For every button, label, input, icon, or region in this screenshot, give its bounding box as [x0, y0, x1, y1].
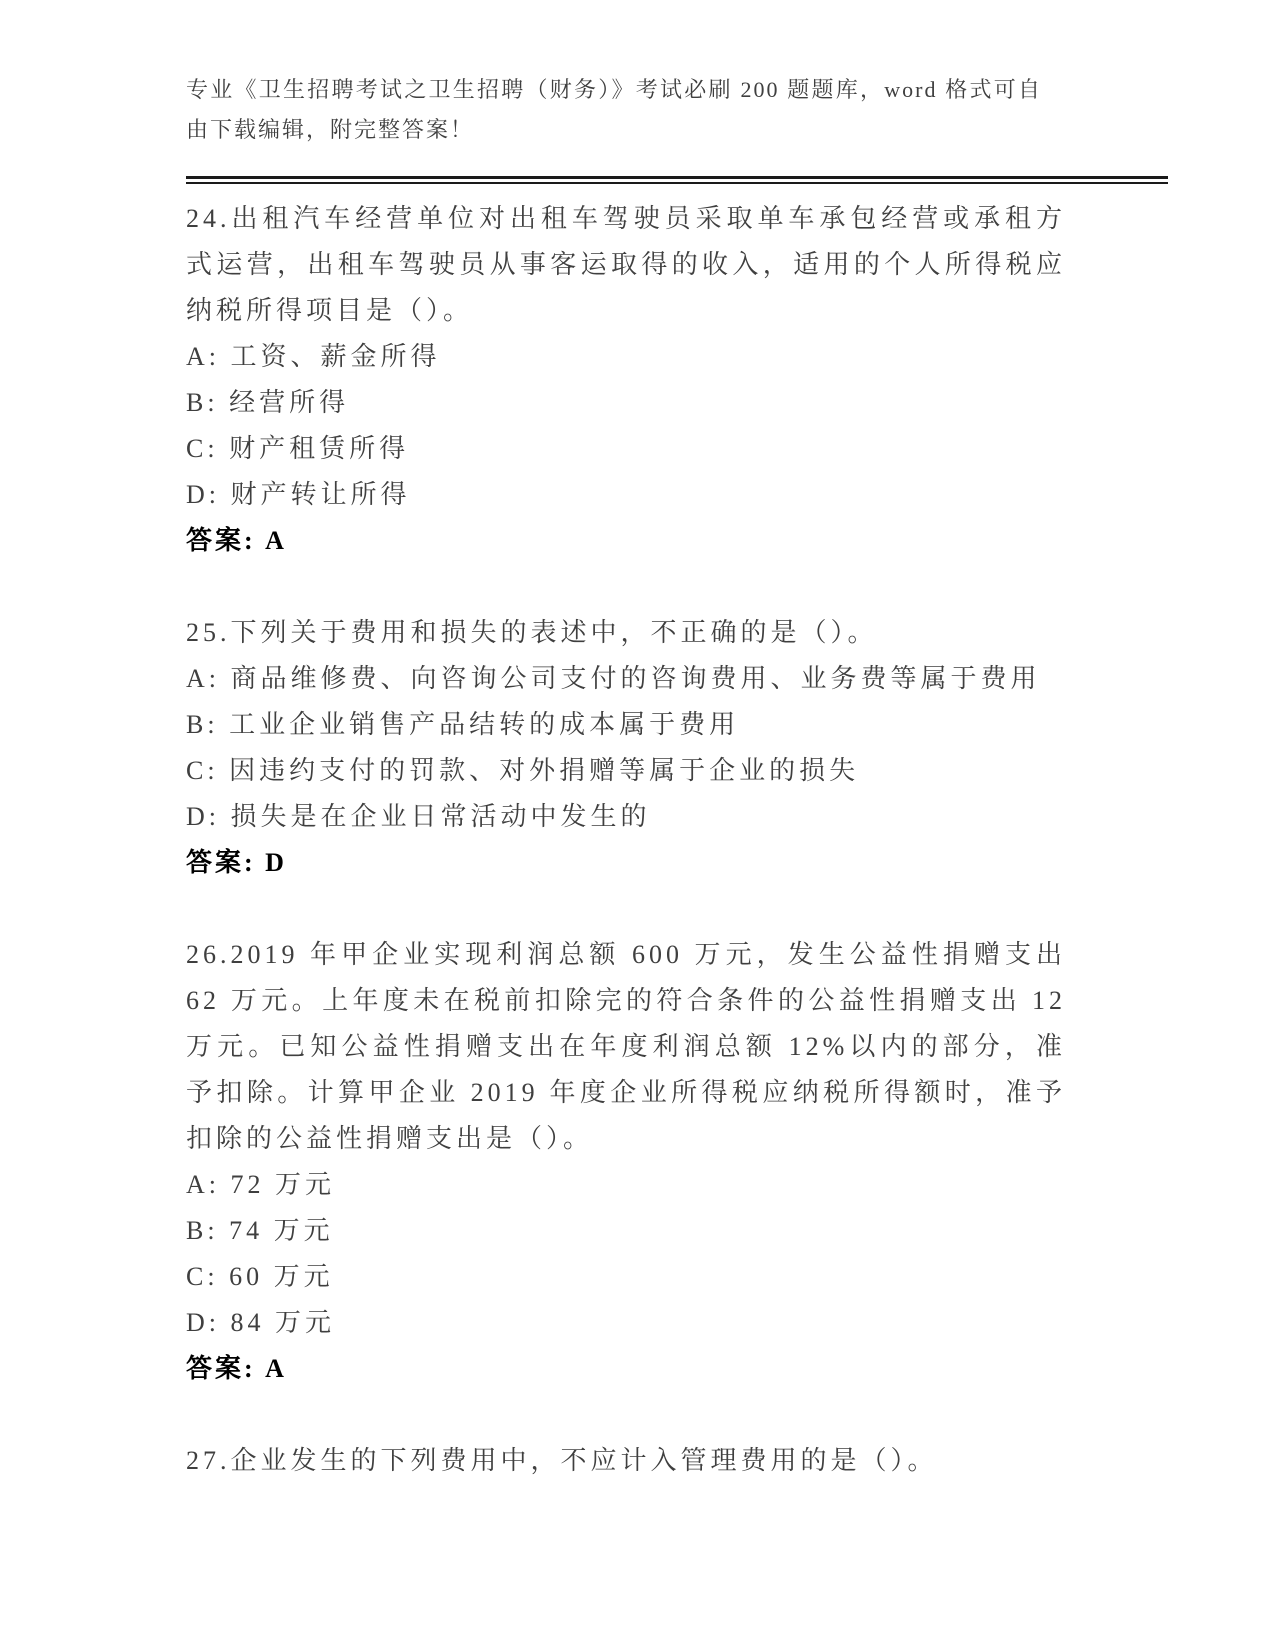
- page-content: [186, 70, 1168, 1484]
- question-text: 24.出租汽车经营单位对出租车驾驶员采取单车承包经营或承租方式运营，出租车驾驶员从事客运取得的收入，适用的个人所得税应纳税所得项目是（）。: [186, 204, 1066, 325]
- option-line: A: 工资、薪金所得: [186, 342, 441, 371]
- question-block: [186, 196, 1066, 564]
- page-header-note: 专业《卫生招聘考试之卫生招聘（财务）》考试必刷 200 题题库，word 格式可自由下载编辑，附完整答案！: [186, 77, 1042, 142]
- question-text: 25.下列关于费用和损失的表述中，不正确的是（）。: [186, 618, 878, 647]
- question-block: [186, 610, 1066, 886]
- option-line: D: 84 万元: [186, 1308, 336, 1337]
- answer-line: 答案: A: [186, 526, 287, 555]
- option-line: A: 72 万元: [186, 1170, 336, 1199]
- option-line: A: 商品维修费、向咨询公司支付的咨询费用、业务费等属于费用: [186, 664, 1041, 693]
- question-text: 26.2019 年甲企业实现利润总额 600 万元，发生公益性捐赠支出 62 万元。上年度未在税前扣除完的符合条件的公益性捐赠支出 12 万元。已知公益性捐赠支出在年度利润总额 12%以内的部分，准予扣除。计算甲企业 2019 年度企业所得税应纳税所得额时，准予扣除的公益性捐赠支出是（）。: [186, 940, 1066, 1153]
- option-line: D: 损失是在企业日常活动中发生的: [186, 802, 651, 831]
- answer-line: 答案: A: [186, 1354, 287, 1383]
- option-line: B: 74 万元: [186, 1216, 334, 1245]
- option-line: B: 工业企业销售产品结转的成本属于费用: [186, 710, 740, 739]
- question-list: [186, 196, 1066, 1484]
- option-line: C: 因违约支付的罚款、对外捐赠等属于企业的损失: [186, 756, 860, 785]
- option-line: D: 财产转让所得: [186, 480, 411, 509]
- option-line: C: 60 万元: [186, 1262, 334, 1291]
- option-line: B: 经营所得: [186, 388, 350, 417]
- question-text: 27.企业发生的下列费用中，不应计入管理费用的是（）。: [186, 1446, 938, 1475]
- answer-line: 答案: D: [186, 848, 287, 877]
- header-divider-rule: [186, 176, 1168, 184]
- option-line: C: 财产租赁所得: [186, 434, 410, 463]
- question-block: [186, 932, 1066, 1392]
- question-block: [186, 1438, 1066, 1484]
